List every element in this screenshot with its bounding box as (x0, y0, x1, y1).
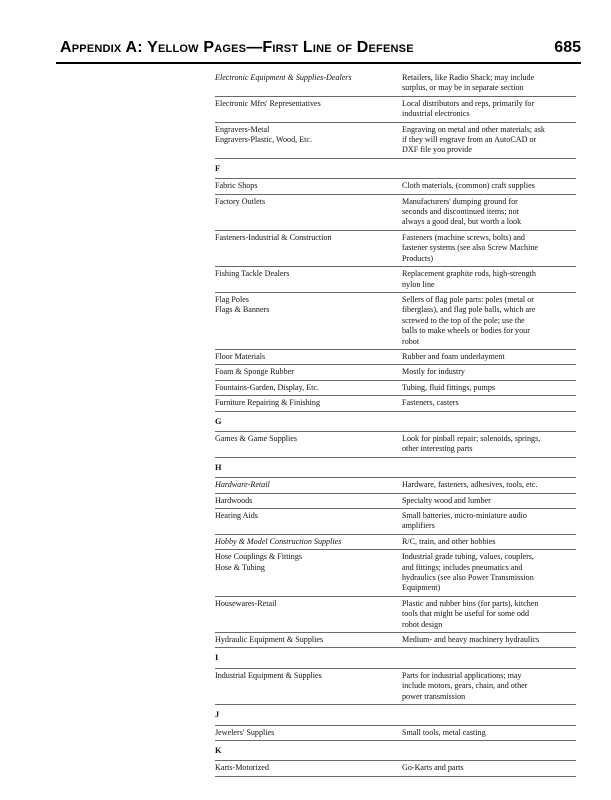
page-header (56, 38, 581, 64)
description-line: Equipment) (402, 583, 441, 593)
description-line: and fittings; includes pneumatics and (402, 562, 523, 572)
category-description (402, 728, 576, 738)
section-letter-row (215, 412, 576, 432)
category-description (402, 599, 576, 630)
category-name (215, 671, 402, 702)
category-name (215, 599, 402, 630)
category-description (402, 537, 576, 547)
table-row (215, 597, 576, 633)
category-line: Engravers-Metal (215, 124, 270, 134)
description-line: include motors, gears, chain, and other (402, 681, 528, 691)
category-line: Games & Game Supplies (215, 433, 298, 443)
category-description (402, 671, 576, 702)
category-name (215, 763, 402, 773)
description-line: tools that might be useful for some odd (402, 609, 530, 619)
description-line: fastener systems (see also Screw Machine (402, 243, 538, 253)
description-line: screwed to the top of the pole; use the (402, 315, 525, 325)
category-description (402, 197, 576, 228)
table-row (215, 293, 576, 350)
category-description (402, 99, 576, 120)
category-line: Hardwoods (215, 495, 253, 505)
category-line: Fabric Shops (215, 181, 258, 191)
table-row (215, 179, 576, 194)
category-line: Factory Outlets (215, 196, 266, 206)
category-name (215, 480, 402, 490)
description-line: other interesting parts (402, 444, 473, 454)
section-letter: H (215, 462, 222, 472)
category-description (402, 434, 576, 455)
table-row (215, 97, 576, 123)
description-line: if they will engrave from an AutoCAD or (402, 135, 537, 145)
description-line: Mostly for industry (402, 367, 465, 377)
category-name (215, 295, 402, 347)
description-line: Look for pinball repair; solenoids, springs, (402, 433, 541, 443)
category-name (215, 197, 402, 228)
category-name (215, 99, 402, 120)
category-description (402, 480, 576, 490)
category-line: Floor Materials (215, 351, 266, 361)
table-row (215, 494, 576, 509)
description-line: always a good deal, but worth a look (402, 217, 522, 227)
description-line: Tubing, fluid fittings, pumps (402, 382, 496, 392)
category-line: Hobby & Model Construction Supplies (215, 536, 342, 546)
description-line: Specialty wood and lumber (402, 495, 491, 505)
category-name (215, 511, 402, 532)
description-line: Go-Karts and parts (402, 763, 464, 773)
description-line: nylon line (402, 279, 435, 289)
table-row (215, 365, 576, 380)
description-line: DXF file you provide (402, 145, 472, 155)
category-description (402, 635, 576, 645)
category-description (402, 181, 576, 191)
category-name (215, 352, 402, 362)
category-name (215, 181, 402, 191)
description-line: power transmission (402, 691, 466, 701)
category-description (402, 383, 576, 393)
description-line: Rubber and foam underlayment (402, 351, 505, 361)
category-line: Fasteners-Industrial & Construction (215, 232, 332, 242)
description-line: Industrial grade tubing, values, couplers, (402, 552, 534, 562)
category-line: Hose Couplings & Fittings (215, 552, 303, 562)
category-line: Electronic Mfrs' Representatives (215, 98, 321, 108)
category-description (402, 125, 576, 156)
table-row (215, 195, 576, 231)
category-description (402, 496, 576, 506)
table-row (215, 396, 576, 411)
table-row (215, 550, 576, 597)
category-description (402, 352, 576, 362)
category-line: Industrial Equipment & Supplies (215, 670, 322, 680)
category-line: Karts-Motorized (215, 763, 269, 773)
description-line: Fasteners, casters (402, 398, 459, 408)
description-line: Small batteries, micro-miniature audio (402, 511, 527, 520)
category-line: Hydraulic Equipment & Supplies (215, 635, 324, 645)
section-letter: J (215, 710, 220, 720)
section-letter-row (215, 741, 576, 761)
category-line: Foam & Sponge Rubber (215, 367, 294, 377)
category-description (402, 233, 576, 264)
description-line: Sellers of flag pole parts: poles (metal or (402, 294, 534, 304)
section-letter-row (215, 705, 576, 725)
description-line: Fasteners (machine screws, bolts) and (402, 232, 525, 242)
section-letter: I (215, 653, 219, 663)
category-name (215, 367, 402, 377)
description-line: Local distributors and reps, primarily for (402, 98, 535, 108)
category-line: Hearing Aids (215, 511, 258, 520)
category-line: Housewares-Retail (215, 598, 277, 608)
description-line: Products) (402, 253, 434, 263)
table-row (215, 509, 576, 535)
description-line: Cloth materials, (common) craft supplies (402, 181, 535, 191)
category-description (402, 269, 576, 290)
category-name (215, 398, 402, 408)
description-line: seconds and discontinued items; not (402, 207, 519, 217)
table-row (215, 669, 576, 705)
category-line: Electronic Equipment & Supplies-Dealers (215, 73, 352, 82)
page-title: Appendix A: Yellow Pages—First Line of Defense (60, 39, 414, 56)
table-row (215, 267, 576, 293)
category-name (215, 635, 402, 645)
description-line: R/C, train, and other hobbies (402, 536, 496, 546)
description-line: surplus, or may be in separate section (402, 83, 524, 93)
category-description (402, 763, 576, 773)
table-row (215, 231, 576, 267)
page-number: 685 (554, 39, 581, 56)
category-name (215, 383, 402, 393)
description-line: amplifiers (402, 521, 435, 531)
table-row (215, 726, 576, 741)
category-line: Flags & Banners (215, 305, 270, 315)
description-line: Parts for industrial applications; may (402, 670, 522, 680)
category-line: Fishing Tackle Dealers (215, 269, 290, 279)
category-description (402, 511, 576, 532)
description-line: Hardware, fasteners, adhesives, tools, etc. (402, 480, 538, 490)
category-name (215, 73, 402, 94)
section-letter: K (215, 745, 222, 755)
table-row (215, 381, 576, 396)
category-description (402, 73, 576, 94)
category-name (215, 537, 402, 547)
description-line: Engraving on metal and other materials; ask (402, 124, 545, 134)
category-line: Jewelers' Supplies (215, 727, 275, 737)
section-letter: F (215, 163, 221, 173)
category-line: Fountains-Garden, Display, Etc. (215, 382, 319, 392)
category-line: Hardware-Retail (215, 480, 270, 490)
category-name (215, 552, 402, 594)
table-row (215, 761, 576, 776)
description-line: fiberglass), and flag pole balls, which are (402, 305, 536, 315)
table-row (215, 123, 576, 159)
description-line: robot (402, 336, 420, 346)
table-row (215, 432, 576, 458)
description-line: hydraulics (see also Power Transmission (402, 573, 534, 583)
category-line: Engravers-Plastic, Wood, Etc. (215, 135, 312, 145)
category-description (402, 398, 576, 408)
description-line: Medium- and heavy machinery hydraulics (402, 635, 540, 645)
category-description (402, 295, 576, 347)
description-line: industrial electronics (402, 109, 470, 119)
section-letter: G (215, 416, 222, 426)
table-row (215, 633, 576, 648)
category-name (215, 233, 402, 264)
description-line: Plastic and rubber bins (for parts), kitchen (402, 598, 539, 608)
category-line: Flag Poles (215, 294, 249, 304)
category-name (215, 496, 402, 506)
description-line: Retailers, like Radio Shack; may include (402, 73, 535, 82)
category-name (215, 269, 402, 290)
category-line: Furniture Repairing & Finishing (215, 398, 320, 408)
category-name (215, 125, 402, 156)
description-line: Small tools, metal casting (402, 727, 486, 737)
section-letter-row (215, 458, 576, 478)
section-letter-row (215, 159, 576, 179)
description-line: robot design (402, 619, 443, 629)
description-line: Manufacturers' dumping ground for (402, 196, 518, 206)
table-row (215, 350, 576, 365)
category-name (215, 434, 402, 455)
category-line: Hose & Tubing (215, 562, 265, 572)
description-line: balls to make wheels or bodies for your (402, 326, 530, 336)
category-name (215, 728, 402, 738)
table-row (215, 535, 576, 550)
category-description (402, 552, 576, 594)
category-description (402, 367, 576, 377)
directory-table (215, 71, 576, 777)
table-row (215, 71, 576, 97)
description-line: Replacement graphite rods, high-strength (402, 269, 536, 279)
section-letter-row (215, 648, 576, 668)
table-row (215, 478, 576, 493)
